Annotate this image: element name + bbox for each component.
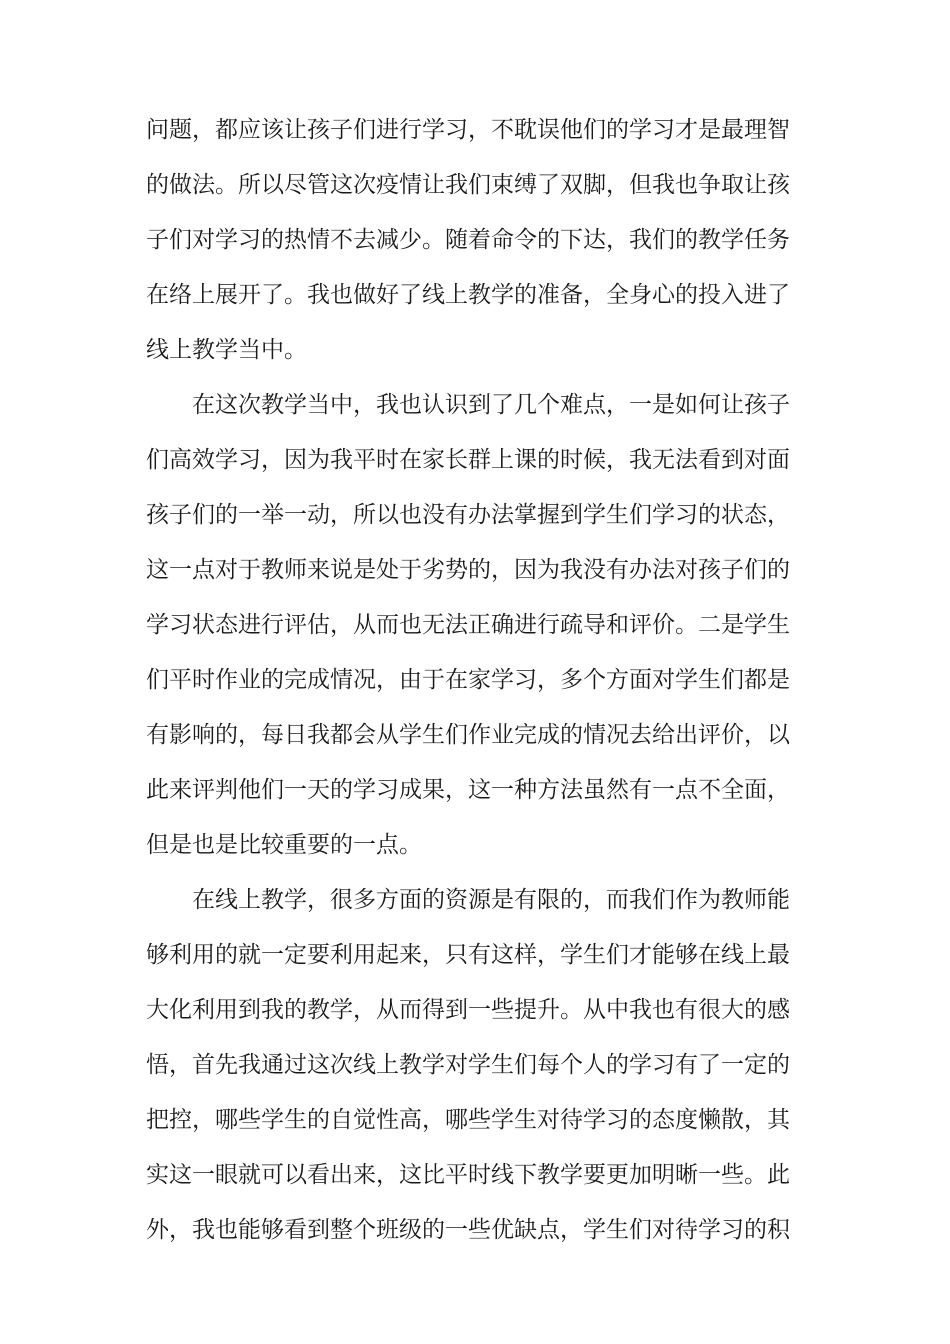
paragraph-3-line-5: 把控，哪些学生的自觉性高，哪些学生对待学习的态度懒散，其 xyxy=(146,1107,790,1133)
paragraph-3-line-4: 悟，首先我通过这次线上教学对学生们每个人的学习有了一定的 xyxy=(146,1052,790,1078)
paragraph-1-line-5: 线上教学当中。 xyxy=(146,337,307,363)
paragraph-1-line-3: 子们对学习的热情不去减少。随着命令的下达，我们的教学任务 xyxy=(146,227,790,253)
paragraph-2-line-3: 孩子们的一举一动，所以也没有办法掌握到学生们学习的状态， xyxy=(146,502,790,528)
paragraph-3-line-2: 够利用的就一定要利用起来，只有这样，学生们才能够在线上最 xyxy=(146,942,790,968)
paragraph-2-line-1: 在这次教学当中，我也认识到了几个难点，一是如何让孩子 xyxy=(146,392,790,418)
paragraph-2-line-6: 们平时作业的完成情况，由于在家学习，多个方面对学生们都是 xyxy=(146,667,790,693)
paragraph-2-line-7: 有影响的，每日我都会从学生们作业完成的情况去给出评价，以 xyxy=(146,722,790,748)
paragraph-1-line-4: 在络上展开了。我也做好了线上教学的准备，全身心的投入进了 xyxy=(146,282,790,308)
paragraph-3-line-1: 在线上教学，很多方面的资源是有限的，而我们作为教师能 xyxy=(146,887,790,913)
paragraph-3-line-3: 大化利用到我的教学，从而得到一些提升。从中我也有很大的感 xyxy=(146,997,790,1023)
paragraph-2-line-4: 这一点对于教师来说是处于劣势的，因为我没有办法对孩子们的 xyxy=(146,557,790,583)
paragraph-2-line-8: 此来评判他们一天的学习成果，这一种方法虽然有一点不全面， xyxy=(146,777,790,803)
paragraph-3-line-7: 外，我也能够看到整个班级的一些优缺点，学生们对待学习的积 xyxy=(146,1217,790,1243)
paragraph-2-line-9: 但是也是比较重要的一点。 xyxy=(146,832,422,858)
paragraph-1-line-1: 问题，都应该让孩子们进行学习，不耽误他们的学习才是最理智 xyxy=(146,117,790,143)
paragraph-2-line-2: 们高效学习，因为我平时在家长群上课的时候，我无法看到对面 xyxy=(146,447,790,473)
paragraph-3-line-6: 实这一眼就可以看出来，这比平时线下教学要更加明晰一些。此 xyxy=(146,1162,790,1188)
paragraph-2-line-5: 学习状态进行评估，从而也无法正确进行疏导和评价。二是学生 xyxy=(146,612,790,638)
paragraph-1-line-2: 的做法。所以尽管这次疫情让我们束缚了双脚，但我也争取让孩 xyxy=(146,172,790,198)
